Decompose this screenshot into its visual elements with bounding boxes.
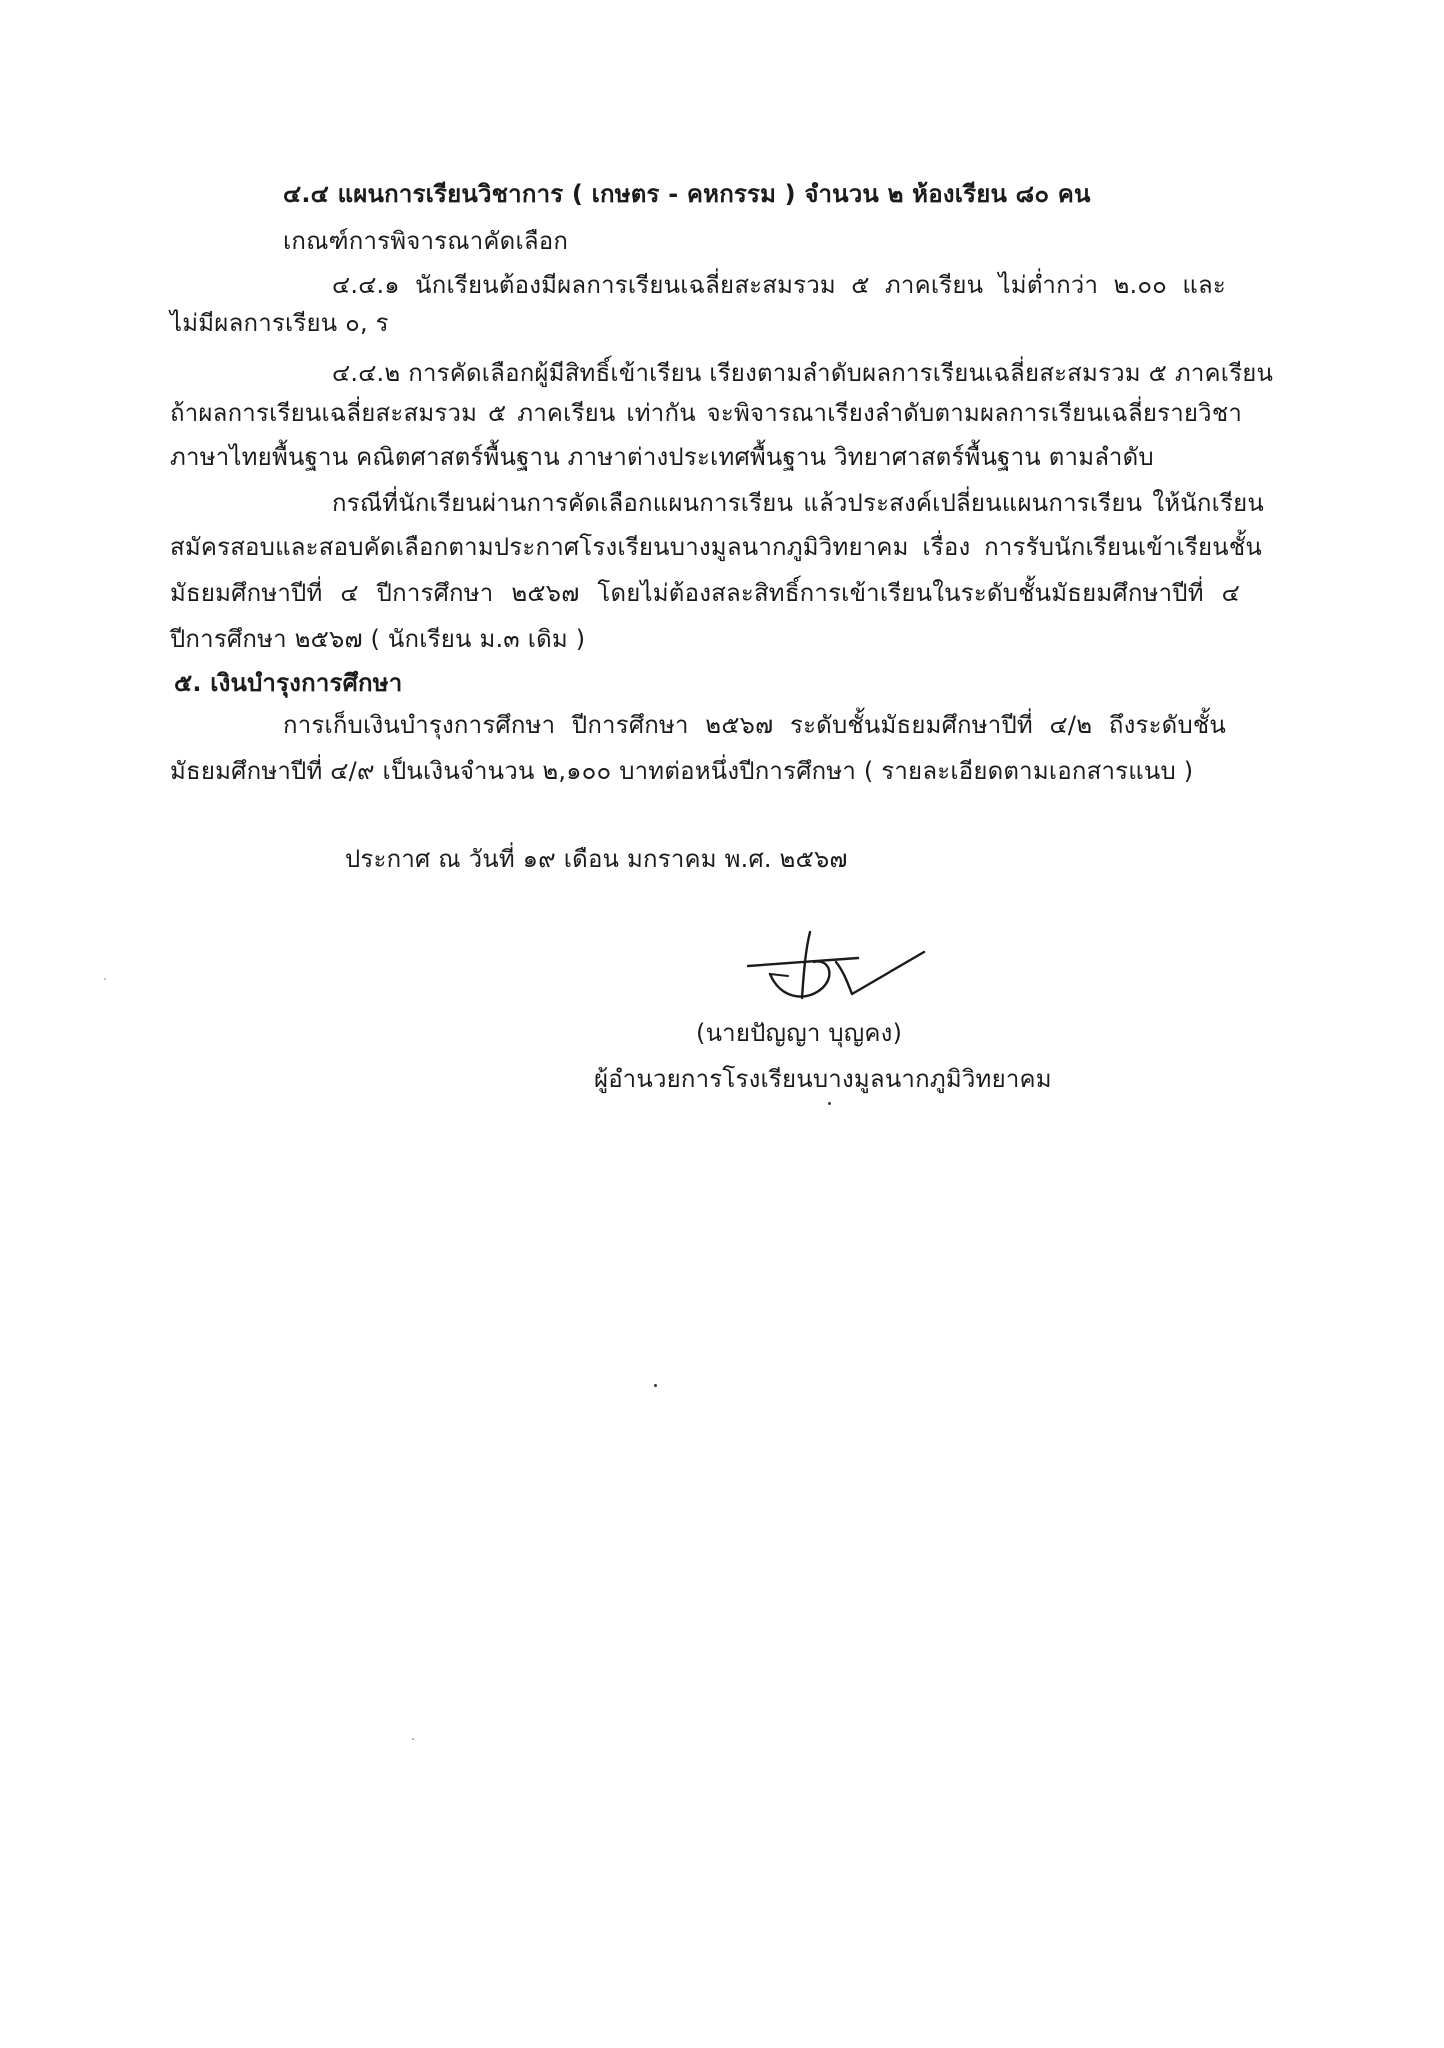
section-5-line2: มัธยมศึกษาปีที่ ๔/๙ เป็นเงินจำนวน ๒,๑๐๐ บาทต่อหนึ่งปีการศึกษา ( รายละเอียดตามเอกสารแนบ ): [170, 757, 1194, 785]
item-4-4-2-line2: ถ้าผลการเรียนเฉลี่ยสะสมรวม ๕ ภาคเรียน เท่ากัน จะพิจารณาเรียงลำดับตามผลการเรียนเฉลี่ยรายวิชา: [170, 399, 1242, 427]
section-5-heading: ๕. เงินบำรุงการศึกษา: [174, 669, 403, 697]
scan-speck: [828, 1102, 831, 1105]
item-4-4-2-line3: ภาษาไทยพื้นฐาน คณิตศาสตร์พื้นฐาน ภาษาต่างประเทศพื้นฐาน วิทยาศาสตร์พื้นฐาน ตามลำดับ: [170, 443, 1154, 471]
announcement-date: ประกาศ ณ วันที่ ๑๙ เดือน มกราคม พ.ศ. ๒๕๖๗: [345, 845, 848, 873]
note-line3: มัธยมศึกษาปีที่ ๔ ปีการศึกษา ๒๕๖๗ โดยไม่ต้องสละสิทธิ์การเข้าเรียนในระดับชั้นมัธยมศึกษาปีที่ ๔: [170, 579, 1240, 607]
note-line2: สมัครสอบและสอบคัดเลือกตามประกาศโรงเรียนบางมูลนากภูมิวิทยาคม เรื่อง การรับนักเรียนเข้าเรียนชั้น: [170, 533, 1262, 561]
item-4-4-1-line2: ไม่มีผลการเรียน ๐, ร: [170, 309, 389, 337]
section-5-line1: การเก็บเงินบำรุงการศึกษา ปีการศึกษา ๒๕๖๗ ระดับชั้นมัธยมศึกษาปีที่ ๔/๒ ถึงระดับชั้น: [283, 711, 1226, 739]
note-line1: กรณีที่นักเรียนผ่านการคัดเลือกแผนการเรียน แล้วประสงค์เปลี่ยนแผนการเรียน ให้นักเรียน: [332, 489, 1264, 517]
scan-speck: [104, 978, 106, 980]
criteria-label: เกณฑ์การพิจารณาคัดเลือก: [283, 227, 569, 255]
section-4-4-heading: ๔.๔ แผนการเรียนวิชาการ ( เกษตร - คหกรรม ) จำนวน ๒ ห้องเรียน ๘๐ คน: [283, 180, 1091, 208]
signatory-position: ผู้อำนวยการโรงเรียนบางมูลนากภูมิวิทยาคม: [594, 1065, 1052, 1093]
note-line4: ปีการศึกษา ๒๕๖๗ ( นักเรียน ม.๓ เดิม ): [170, 625, 586, 653]
scan-speck: [654, 1384, 657, 1387]
signatory-name: (นายปัญญา บุญคง): [696, 1019, 903, 1047]
item-4-4-2-line1: ๔.๔.๒ การคัดเลือกผู้มีสิทธิ์เข้าเรียน เรียงตามลำดับผลการเรียนเฉลี่ยสะสมรวม ๕ ภาคเรียน: [332, 359, 1274, 387]
scan-speck: [412, 1738, 414, 1740]
item-4-4-1-line1: ๔.๔.๑ นักเรียนต้องมีผลการเรียนเฉลี่ยสะสมรวม ๕ ภาคเรียน ไม่ต่ำกว่า ๒.๐๐ และ: [332, 271, 1226, 299]
signature-image: [740, 928, 930, 1014]
